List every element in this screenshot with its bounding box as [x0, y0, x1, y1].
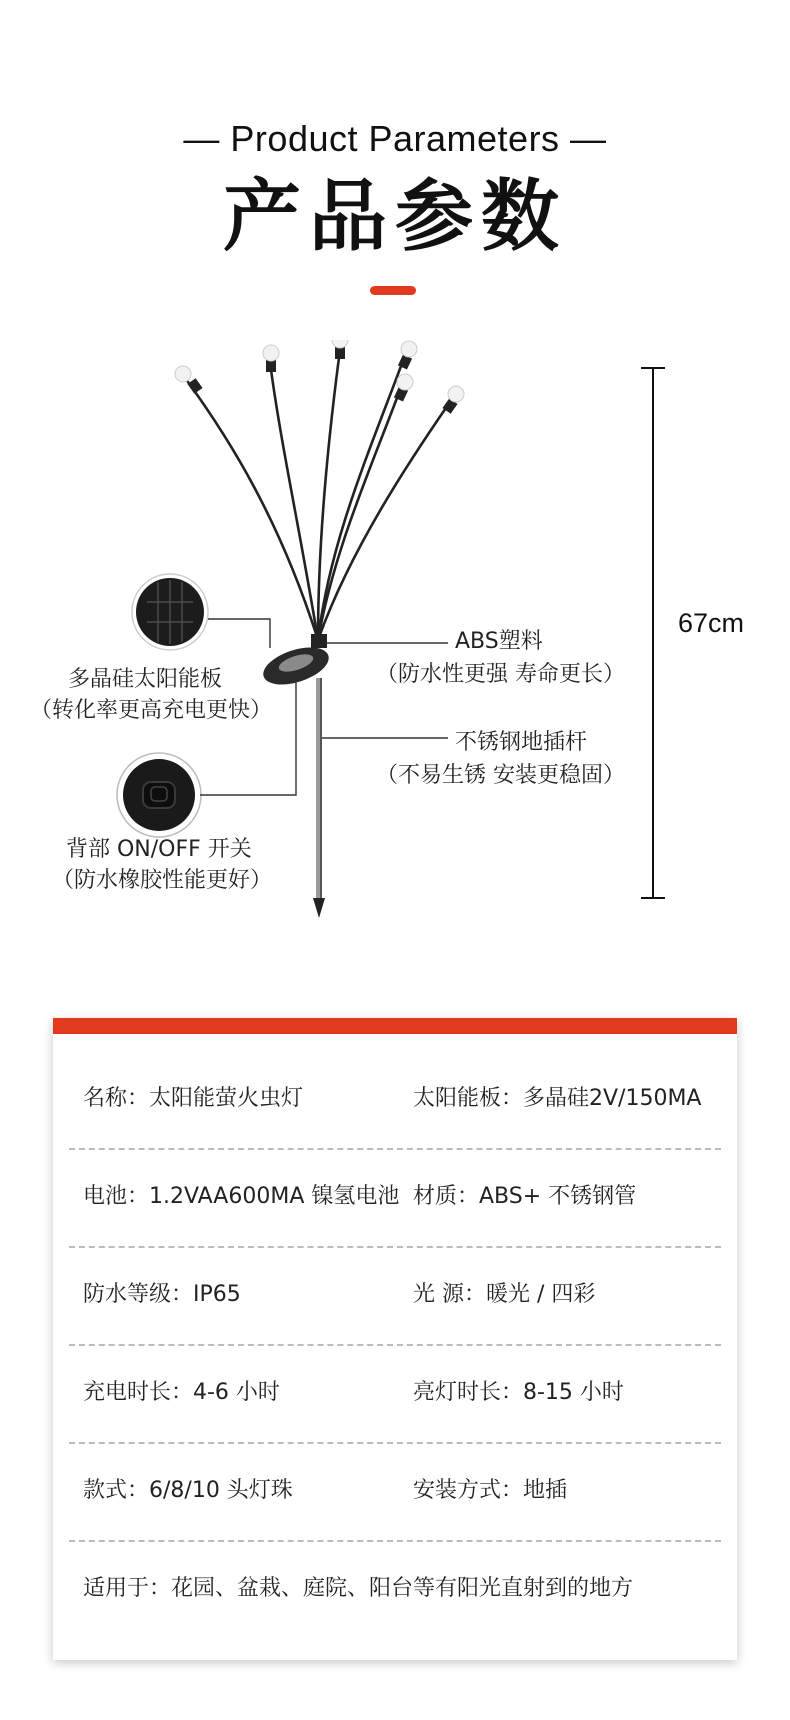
spec-light-time: 亮灯时长：8-15 小时	[413, 1380, 624, 1405]
spec-row	[69, 1050, 721, 1150]
spec-card-accent	[53, 1018, 737, 1034]
spec-name: 名称：太阳能萤火虫灯	[83, 1086, 304, 1111]
spec-row	[69, 1540, 721, 1638]
solar-panel-detail	[132, 574, 208, 650]
bulb-icon	[263, 345, 279, 372]
stems	[188, 350, 450, 640]
spec-charge-time: 充电时长：4-6 小时	[83, 1380, 280, 1405]
led-bulbs	[175, 340, 464, 414]
spec-waterproof: 防水等级：IP65	[83, 1282, 241, 1307]
spec-applicable: 适用于：花园、盆栽、庭院、阳台等有阳光直射到的地方	[83, 1576, 634, 1601]
height-dimension	[641, 368, 665, 898]
spec-light-source: 光 源：暖光 / 四彩	[413, 1282, 596, 1307]
spec-row	[69, 1344, 721, 1444]
spec-solar-panel: 太阳能板：多晶硅2V/150MA	[413, 1086, 702, 1111]
spec-card	[53, 1018, 737, 1660]
spec-material: 材质：ABS+ 不锈钢管	[413, 1184, 637, 1209]
title-accent-bar	[370, 286, 416, 295]
switch-callout-desc: （防水橡胶性能更好）	[52, 868, 273, 893]
spec-install: 安装方式：地插	[413, 1478, 568, 1503]
switch-detail	[117, 753, 201, 837]
solar-callout-desc: （转化率更高充电更快）	[30, 698, 273, 723]
bulb-icon	[332, 340, 348, 359]
bulb-icon	[175, 366, 203, 394]
stake-callout-title: 不锈钢地插杆	[455, 730, 588, 755]
spec-style: 款式：6/8/10 头灯珠	[83, 1478, 293, 1503]
abs-callout-desc: （防水性更强 寿命更长）	[376, 662, 625, 687]
spec-row	[69, 1246, 721, 1346]
spec-row	[69, 1148, 721, 1248]
switch-callout-title: 背部 ON/OFF 开关	[66, 837, 252, 862]
ground-stake	[313, 678, 325, 918]
height-label: 67cm	[678, 608, 745, 638]
bulb-icon	[398, 341, 417, 370]
stem-collar	[311, 634, 327, 648]
stake-callout-desc: （不易生锈 安装更稳固）	[376, 763, 625, 788]
english-title: — Product Parameters —	[183, 118, 607, 159]
spec-battery: 电池：1.2VAA600MA 镍氢电池	[83, 1184, 400, 1209]
chinese-title: 产品参数	[222, 172, 567, 262]
solar-callout-title: 多晶硅太阳能板	[68, 667, 223, 692]
bulb-icon	[442, 386, 464, 414]
abs-callout-title: ABS塑料	[455, 629, 543, 654]
spec-row	[69, 1442, 721, 1542]
